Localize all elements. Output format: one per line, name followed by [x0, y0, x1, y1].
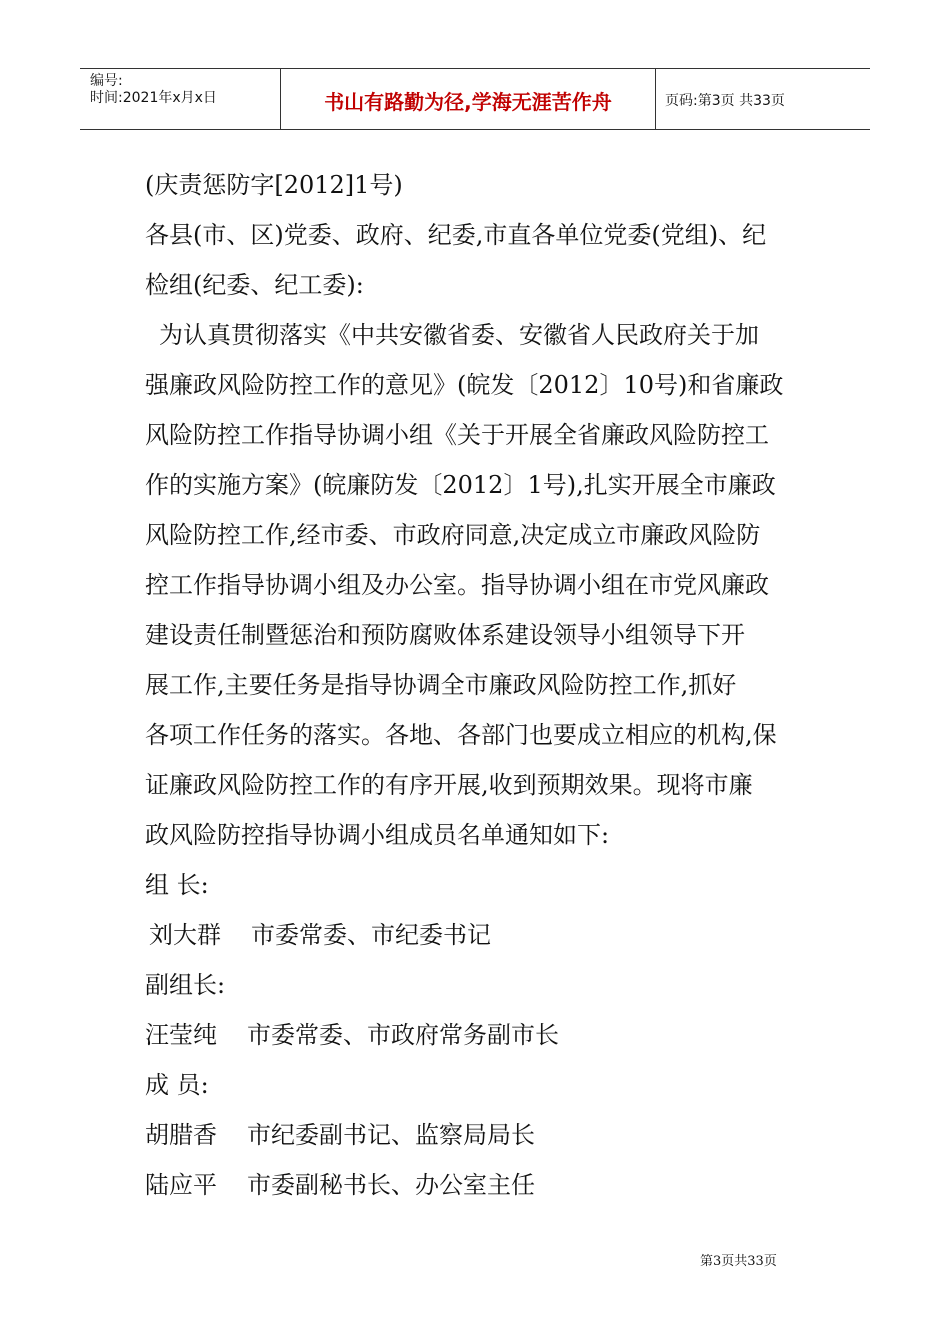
serial-label: 编号: [90, 73, 123, 89]
header-meta [80, 69, 280, 129]
doc-number: (庆责惩防字[2012]1号) [145, 171, 403, 199]
document-body [145, 160, 815, 1210]
member-name: 陆应平 [145, 1171, 217, 1199]
body-line: 风险防控工作,经市委、市政府同意,决定成立市廉政风险防 [145, 521, 761, 549]
deputy-heading: 副组长: [145, 971, 226, 999]
motto: 书山有路勤为径,学海无涯苦作舟 [324, 90, 612, 114]
member-row [145, 1160, 815, 1210]
deputy-row [145, 1010, 815, 1060]
body-line: 展工作,主要任务是指导协调全市廉政风险防控工作,抓好 [145, 671, 737, 699]
body-line: 证廉政风险防控工作的有序开展,收到预期效果。现将市廉 [145, 771, 753, 799]
body-line: 为认真贯彻落实《中共安徽省委、安徽省人民政府关于加 [159, 321, 759, 349]
member-title: 市纪委副书记、监察局局长 [247, 1121, 535, 1149]
body-line: 各项工作任务的落实。各地、各部门也要成立相应的机构,保 [145, 721, 777, 749]
member-title: 市委常委、市政府常务副市长 [247, 1021, 559, 1049]
time-label: 时间:2021年x月x日 [90, 90, 217, 106]
recipients-line-1: 各县(市、区)党委、政府、纪委,市直各单位党委(党组)、纪 [145, 221, 767, 249]
recipients-line-2: 检组(纪委、纪工委): [145, 271, 364, 299]
body-line: 建设责任制暨惩治和预防腐败体系建设领导小组领导下开 [145, 621, 745, 649]
header-page-info: 页码:第3页 共33页 [665, 93, 785, 109]
body-line: 控工作指导协调小组及办公室。指导协调小组在市党风廉政 [145, 571, 769, 599]
members-heading: 成 员: [145, 1071, 209, 1099]
page-header [80, 68, 870, 130]
member-name: 胡腊香 [145, 1121, 217, 1149]
footer-page-info: 第3页共33页 [700, 1254, 777, 1269]
leader-row [145, 910, 815, 960]
body-line: 政风险防控指导协调小组成员名单通知如下: [145, 821, 610, 849]
header-page-cell [655, 69, 870, 129]
member-title: 市委副秘书长、办公室主任 [247, 1171, 535, 1199]
member-title: 市委常委、市纪委书记 [251, 921, 491, 949]
body-line: 作的实施方案》(皖廉防发〔2012〕1号),扎实开展全市廉政 [145, 471, 776, 499]
body-line: 风险防控工作指导协调小组《关于开展全省廉政风险防控工 [145, 421, 769, 449]
body-line: 强廉政风险防控工作的意见》(皖发〔2012〕10号)和省廉政 [145, 371, 784, 399]
member-name: 汪莹纯 [145, 1021, 217, 1049]
member-name: 刘大群 [149, 921, 221, 949]
member-row [145, 1110, 815, 1160]
header-motto-cell [280, 69, 656, 129]
leader-heading: 组 长: [145, 871, 209, 899]
